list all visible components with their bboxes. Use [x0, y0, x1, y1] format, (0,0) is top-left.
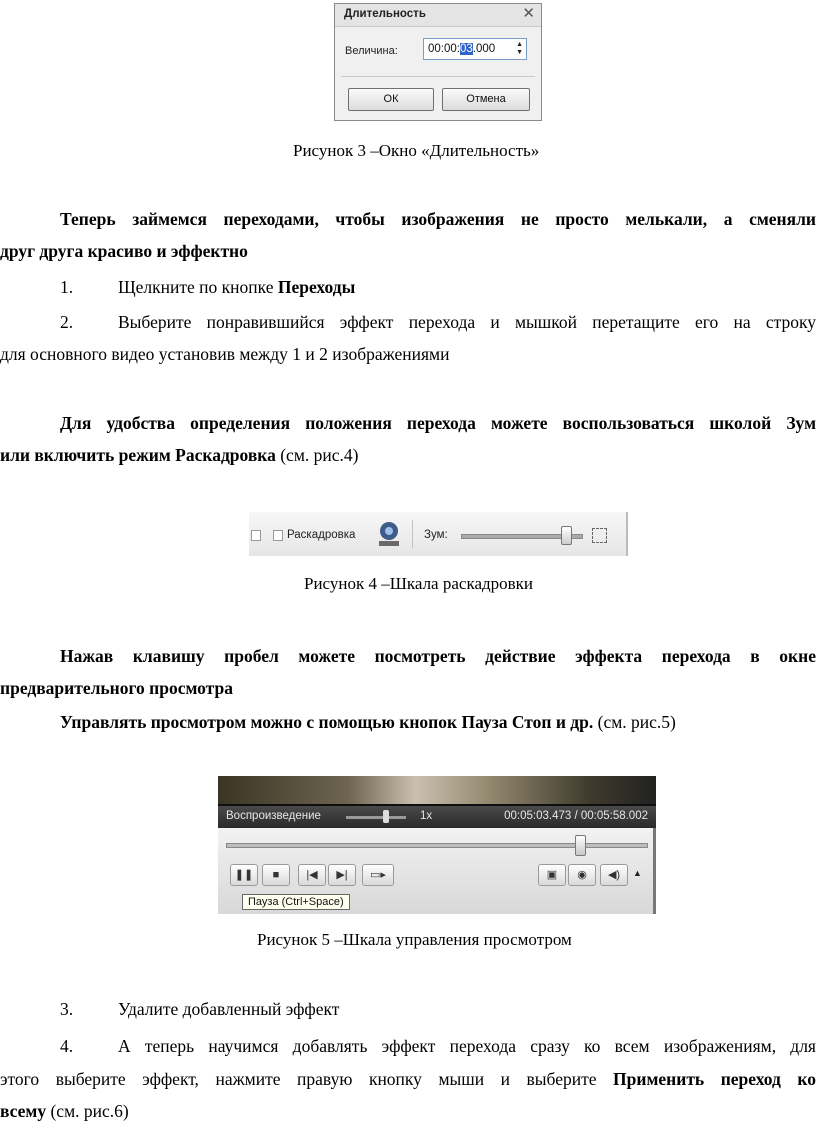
- list2-num3: 3.: [60, 999, 74, 1019]
- duration-field[interactable]: [423, 38, 527, 60]
- pause-button[interactable]: [230, 864, 258, 886]
- list2-num4: 4.: [60, 1036, 74, 1056]
- para1-line1: Теперь займемся переходами, чтобы изображения не просто мелькали, а сменяли: [60, 209, 816, 229]
- para3-line1: Нажав клавишу пробел можете посмотреть действие эффекта перехода в окне: [60, 646, 816, 666]
- time-display: 00:05:03.473 / 00:05:58.002: [504, 810, 648, 822]
- camera-icon: ◉: [577, 869, 587, 881]
- fullscreen-button[interactable]: [362, 864, 394, 886]
- player-controls: [218, 828, 656, 914]
- list2-item4-cont-a-bold: Применить переход ко: [613, 1069, 816, 1089]
- playback-label: Воспроизведение: [226, 810, 321, 822]
- checkbox-icon[interactable]: [251, 530, 261, 541]
- speaker-icon: ◀): [607, 869, 621, 881]
- video-preview: [218, 776, 656, 804]
- cancel-button[interactable]: Отмена: [442, 88, 530, 111]
- para2-line2-bold: или включить режим Раскадровка: [0, 445, 276, 465]
- speed-label: 1x: [420, 810, 433, 822]
- checkbox-icon[interactable]: [273, 530, 283, 541]
- para2-line1: Для удобства определения положения перехода можете воспользоваться школой Зум: [60, 413, 816, 433]
- zoom-thumb[interactable]: [561, 526, 572, 545]
- duration-prefix: 00:00:: [428, 43, 460, 55]
- list1-item2: Выберите понравившийся эффект перехода и мышкой перетащите его на строку: [118, 312, 816, 332]
- para3-line3-bold: Управлять просмотром можно с помощью кнопок Пауза Стоп и др.: [60, 712, 594, 732]
- divider: [412, 520, 413, 548]
- figure5-caption: Рисунок 5 –Шкала управления просмотром: [257, 930, 572, 949]
- duration-suffix: .000: [472, 43, 496, 55]
- duration-dialog: [334, 3, 542, 121]
- storyboard-label[interactable]: Раскадровка: [287, 529, 356, 541]
- list1-item1: [118, 276, 355, 298]
- dialog-title: Длительность: [344, 8, 426, 20]
- para3-line3: [60, 711, 676, 733]
- list1-num1: 1.: [60, 277, 74, 297]
- seek-thumb[interactable]: [575, 835, 586, 856]
- stop-button[interactable]: [262, 864, 290, 886]
- skip-back-icon: |◀: [306, 869, 318, 881]
- volume-thumb[interactable]: [383, 810, 389, 823]
- list2-item4-cont-b: (см. рис.6): [46, 1101, 129, 1121]
- figure4-caption: Рисунок 4 –Шкала раскадровки: [304, 574, 534, 593]
- monitor-icon: ▣: [546, 869, 558, 881]
- close-icon[interactable]: ✕: [522, 5, 535, 22]
- snapshot-button[interactable]: [568, 864, 596, 886]
- list2-item4-cont-b-bold: всему: [0, 1101, 47, 1121]
- duration-selected: 03: [459, 43, 473, 55]
- list2-item4-cont-a: этого выберите эффект, нажмите правую кнопку мыши и выберите: [0, 1069, 614, 1089]
- film-icon: ▭▸: [370, 869, 386, 881]
- list2-item4-cont2: [0, 1100, 129, 1122]
- list2-item4: А теперь научимся добавлять эффект перехода сразу ко всем изображениям, для: [118, 1036, 816, 1056]
- list1-num2: 2.: [60, 312, 74, 332]
- webcam-icon[interactable]: [374, 519, 404, 549]
- fit-screen-icon[interactable]: [592, 528, 607, 543]
- list2-item3: Удалите добавленный эффект: [118, 999, 340, 1019]
- para3-line3-rest: (см. рис.5): [593, 712, 676, 732]
- para2-line2-rest: (см. рис.4): [275, 445, 359, 465]
- volume-track[interactable]: [346, 816, 406, 819]
- chevron-up-icon[interactable]: ▲: [633, 868, 642, 878]
- spinner-icon[interactable]: ▲ ▼: [516, 41, 523, 56]
- storyboard-strip: [249, 512, 628, 556]
- frame-edge: [653, 828, 656, 914]
- para1-line2: друг друга красиво и эффектно: [0, 241, 248, 261]
- pause-tooltip: Пауза (Ctrl+Space): [242, 894, 350, 910]
- list1-item2-cont: для основного видео установив между 1 и 2 изображениями: [0, 344, 450, 364]
- figure3-caption: Рисунок 3 –Окно «Длительность»: [293, 141, 540, 160]
- monitor-button[interactable]: [538, 864, 566, 886]
- volume-button[interactable]: [600, 864, 628, 886]
- player-status-bar: [218, 806, 656, 828]
- next-button[interactable]: [328, 864, 356, 886]
- ok-button[interactable]: ОК: [348, 88, 434, 111]
- preview-player: [218, 776, 656, 914]
- skip-forward-icon: ▶|: [336, 869, 348, 881]
- dialog-titlebar: [335, 4, 541, 27]
- stop-icon: ■: [272, 869, 280, 881]
- zoom-label: Зум:: [424, 529, 448, 541]
- pause-icon: ❚❚: [234, 869, 254, 881]
- list1-item1-bold: Переходы: [277, 277, 356, 297]
- previous-button[interactable]: [298, 864, 326, 886]
- para2-line2: [0, 444, 359, 466]
- divider: [341, 76, 535, 77]
- list2-item4-cont: [0, 1068, 816, 1090]
- list1-item1-text: Щелкните по кнопке: [118, 277, 278, 297]
- para3-line2: предварительного просмотра: [0, 678, 233, 698]
- value-label: Величина:: [345, 45, 398, 57]
